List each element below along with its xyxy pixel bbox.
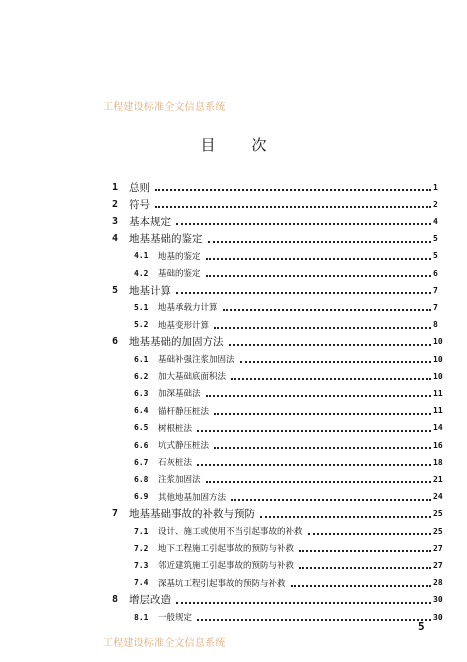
toc-entry-number: 6.9	[134, 492, 149, 502]
toc-entry-label: 地基承载力计算	[158, 301, 221, 313]
toc-entry-number: 8.1	[134, 612, 149, 622]
toc-entry[interactable]	[0, 298, 467, 316]
toc-entry-page: 2	[433, 199, 438, 209]
toc-leader-dots	[231, 376, 431, 380]
toc-leader-dots	[155, 187, 431, 191]
toc-entry-page: 30	[433, 595, 443, 605]
toc-entry[interactable]	[0, 419, 467, 437]
toc-leader-dots	[308, 531, 431, 535]
toc-entry-page: 27	[433, 560, 443, 570]
toc-leader-dots	[155, 204, 431, 208]
toc-entry[interactable]	[0, 384, 467, 402]
toc-entry-number: 2	[112, 198, 119, 210]
toc-entry-label: 锚杆静压桩法	[158, 405, 212, 417]
toc-entry-page: 10	[433, 337, 443, 347]
page-title	[0, 134, 467, 155]
toc-entry-label: 基础补强注浆加固法	[158, 353, 238, 365]
toc-entry-label: 符号	[129, 197, 153, 212]
toc-entry-page: 11	[433, 406, 443, 416]
toc-leader-dots	[231, 497, 431, 501]
toc-leader-dots	[176, 600, 431, 604]
toc-entry-label: 地基基础的加固方法	[129, 334, 227, 349]
toc-entry-label: 加深基础法	[158, 387, 204, 399]
toc-entry[interactable]	[0, 247, 467, 265]
toc-entry-page: 7	[433, 285, 438, 295]
toc-entry-label: 基础的鉴定	[158, 267, 204, 279]
toc-entry-number: 4	[112, 233, 119, 245]
toc-entry[interactable]	[0, 574, 467, 592]
toc-entry[interactable]	[0, 608, 467, 626]
toc-entry-page: 10	[433, 354, 443, 364]
toc-entry-page: 8	[433, 320, 438, 330]
toc-leader-dots	[299, 565, 431, 569]
toc-entry-page: 25	[433, 526, 443, 536]
toc-entry-number: 5.2	[134, 320, 149, 330]
toc-entry-label: 注浆加固法	[158, 473, 204, 485]
toc-entry-label: 地下工程施工引起事故的预防与补救	[158, 542, 297, 554]
watermark-bottom: 工程建设标准全文信息系统	[103, 638, 226, 649]
toc-entry[interactable]	[0, 195, 467, 213]
toc-entry-number: 7.4	[134, 578, 149, 588]
watermark-top: 工程建设标准全文信息系统	[103, 102, 226, 113]
toc-entry[interactable]	[0, 522, 467, 540]
toc-entry[interactable]	[0, 436, 467, 454]
toc-entry[interactable]	[0, 470, 467, 488]
toc-entry-number: 6.2	[134, 371, 149, 381]
toc-leader-dots	[291, 583, 431, 587]
toc-entry-label: 地基计算	[129, 283, 174, 298]
toc-entry-number: 6.5	[134, 423, 149, 433]
toc-entry-label: 地基变形计算	[158, 319, 212, 331]
toc-entry-label: 基本规定	[129, 214, 174, 229]
toc-leader-dots	[206, 479, 431, 483]
toc-entry-label: 总则	[129, 180, 153, 195]
toc-leader-dots	[197, 428, 431, 432]
toc-entry-page: 24	[433, 492, 443, 502]
toc-entry-label: 地基基础的鉴定	[129, 231, 206, 246]
toc-entry-page: 11	[433, 388, 443, 398]
toc-entry-label: 加大基础底面积法	[158, 370, 229, 382]
toc-entry-number: 4.1	[134, 251, 149, 261]
toc-leader-dots	[229, 342, 431, 346]
title-char-2: 次	[251, 136, 267, 154]
toc-entry[interactable]	[0, 264, 467, 282]
toc-entry-label: 树根桩法	[158, 422, 195, 434]
toc-entry-page: 25	[433, 509, 443, 519]
toc-entry-page: 6	[433, 268, 438, 278]
toc-entry[interactable]	[0, 281, 467, 299]
toc-entry[interactable]	[0, 333, 467, 351]
toc-entry-number: 4.2	[134, 268, 149, 278]
toc-entry-number: 6.1	[134, 354, 149, 364]
toc-entry-label: 邻近建筑施工引起事故的预防与补救	[158, 559, 297, 571]
toc-entry-number: 6.7	[134, 457, 149, 467]
toc-entry[interactable]	[0, 539, 467, 557]
toc-entry-label: 坑式静压桩法	[158, 439, 212, 451]
toc-entry-page: 1	[433, 182, 438, 192]
toc-entry[interactable]	[0, 178, 467, 196]
toc-leader-dots	[176, 290, 431, 294]
toc-entry-page: 16	[433, 440, 443, 450]
toc-entry-number: 5.1	[134, 302, 149, 312]
toc-leader-dots	[299, 548, 431, 552]
toc-entry-number: 5	[112, 284, 119, 296]
toc-entry-page: 10	[433, 371, 443, 381]
toc-entry-page: 4	[433, 216, 438, 226]
toc-entry-label: 设计、施工或使用不当引起事故的补救	[158, 525, 306, 537]
toc-entry[interactable]	[0, 367, 467, 385]
toc-leader-dots	[208, 239, 431, 243]
toc-entry-number: 6.8	[134, 474, 149, 484]
toc-leader-dots	[214, 445, 431, 449]
toc-entry-number: 7.3	[134, 560, 149, 570]
toc-entry[interactable]	[0, 488, 467, 506]
toc-entry[interactable]	[0, 230, 467, 248]
toc-leader-dots	[214, 411, 431, 415]
toc-leader-dots	[197, 617, 431, 621]
toc-leader-dots	[214, 325, 431, 329]
toc-leader-dots	[206, 393, 431, 397]
toc-entry[interactable]	[0, 591, 467, 609]
toc-leader-dots	[176, 221, 431, 225]
toc-entry-number: 6	[112, 336, 119, 348]
toc-entry-number: 6.4	[134, 406, 149, 416]
toc-leader-dots	[197, 462, 431, 466]
toc-entry-page: 7	[433, 302, 438, 312]
toc-entry[interactable]	[0, 350, 467, 368]
toc-entry-label: 石灰桩法	[158, 456, 195, 468]
toc-entry-page: 27	[433, 543, 443, 553]
toc-entry[interactable]	[0, 316, 467, 334]
toc-entry[interactable]	[0, 212, 467, 230]
toc-entry-label: 地基的鉴定	[158, 250, 204, 262]
toc-entry-page: 18	[433, 457, 443, 467]
toc-entry-number: 1	[112, 181, 119, 193]
toc-leader-dots	[206, 273, 431, 277]
toc-entry-page: 5	[433, 251, 438, 261]
toc-entry-page: 28	[433, 578, 443, 588]
toc-entry-page: 5	[433, 234, 438, 244]
toc-entry-number: 6.3	[134, 388, 149, 398]
toc-entry[interactable]	[0, 556, 467, 574]
toc-entry[interactable]	[0, 453, 467, 471]
toc-entry-label: 地基基础事故的补救与预防	[129, 506, 258, 521]
toc-entry-number: 6.6	[134, 440, 149, 450]
toc-leader-dots	[240, 359, 431, 363]
toc-entry-number: 7.2	[134, 543, 149, 553]
toc-entry-page: 30	[433, 612, 443, 622]
toc-leader-dots	[260, 514, 431, 518]
toc-entry-label: 深基坑工程引起事故的预防与补救	[158, 577, 289, 589]
toc-entry-label: 其他地基加固方法	[158, 491, 229, 503]
toc-entry[interactable]	[0, 402, 467, 420]
toc-entry-label: 一般规定	[158, 611, 195, 623]
toc-entry-number: 3	[112, 215, 119, 227]
page-number: 5	[418, 620, 425, 633]
toc-leader-dots	[223, 307, 431, 311]
toc-entry-label: 增层改造	[129, 592, 174, 607]
toc-entry-page: 21	[433, 474, 443, 484]
title-char-1: 目	[200, 136, 216, 154]
toc-leader-dots	[206, 256, 431, 260]
toc-entry-number: 7.1	[134, 526, 149, 536]
toc-entry-number: 8	[112, 594, 119, 606]
toc-entry[interactable]	[0, 505, 467, 523]
toc-entry-page: 14	[433, 423, 443, 433]
toc-entry-number: 7	[112, 508, 119, 520]
